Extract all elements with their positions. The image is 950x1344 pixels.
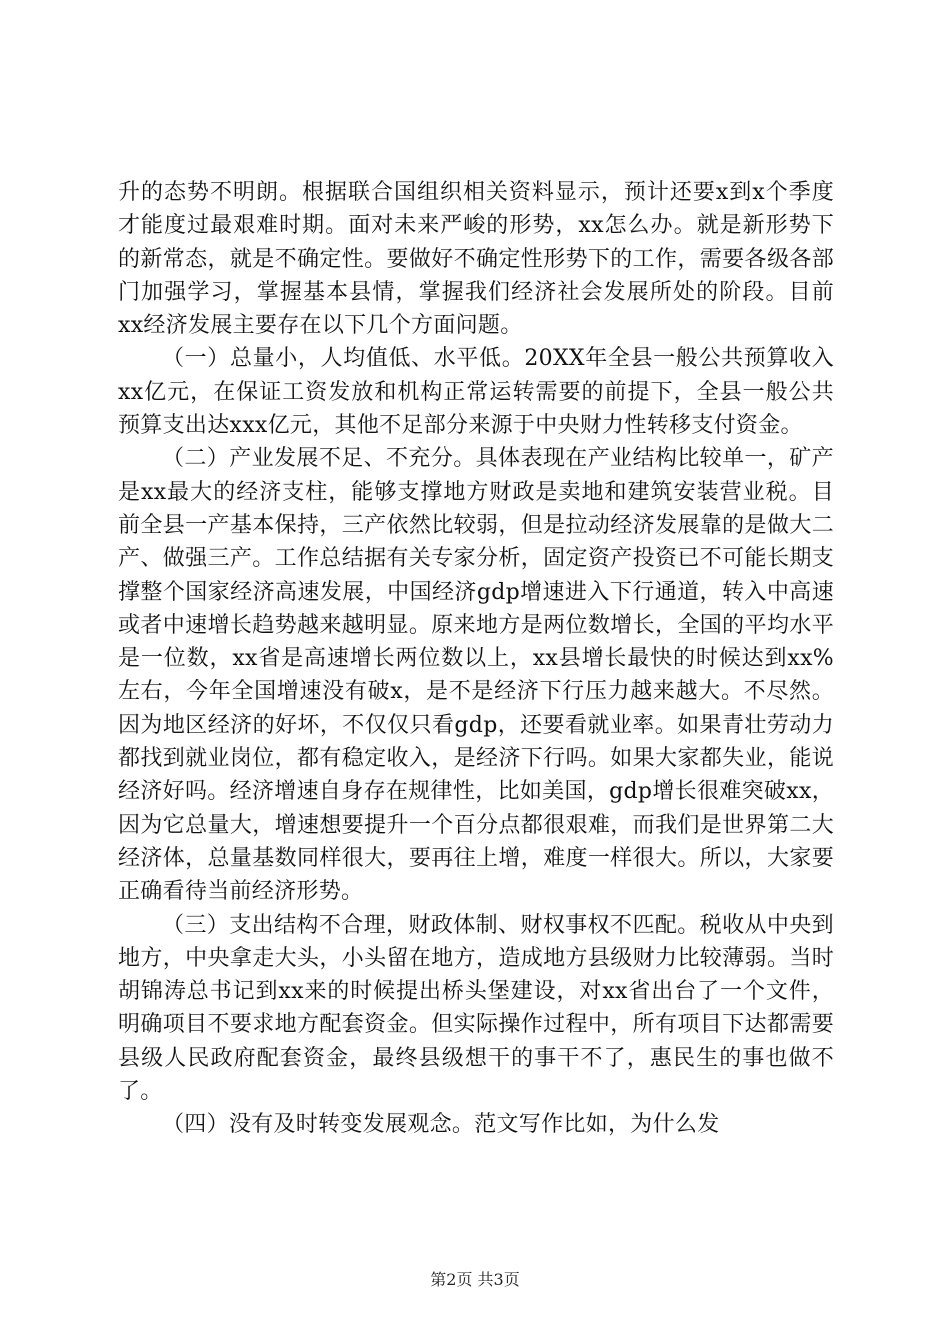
paragraph-continuation: 升的态势不明朗。根据联合国组织相关资料显示，预计还要x到x个季度才能度过最艰难时期。面对未来严峻的形势，xx怎么办。就是新形势下的新常态，就是不确定性。要做好不确定性形势下的工作，需要各级各部门加强学习，掌握基本县情，掌握我们经济社会发展所处的阶段。目前xx经济发展主要存在以下几个方面问题。 bbox=[118, 180, 834, 339]
page-number-footer: 第2页 共3页 bbox=[430, 1270, 520, 1289]
paragraph-section-3: （三）支出结构不合理，财政体制、财权事权不匹配。税收从中央到地方，中央拿走大头，小头留在地方，造成地方县级财力比较薄弱。当时胡锦涛总书记到xx来的时候提出桥头堡建设，对xx省出台了一个文件，明确项目不要求地方配套资金。但实际操作过程中，所有项目下达都需要县级人民政府配套资金，最终县级想干的事干不了，惠民生的事也做不了。 bbox=[118, 912, 834, 1105]
document-body bbox=[118, 176, 834, 1142]
paragraph-section-1: （一）总量小，人均值低、水平低。20XX年全县一般公共预算收入xx亿元，在保证工资发放和机构正常运转需要的前提下，全县一般公共预算支出达xxx亿元，其他不足部分来源于中央财力性转移支付资金。 bbox=[118, 346, 834, 439]
paragraph-section-2: （二）产业发展不足、不充分。具体表现在产业结构比较单一，矿产是xx最大的经济支柱，能够支撑地方财政是卖地和建筑安装营业税。目前全县一产基本保持，三产依然比较弱，但是拉动经济发展靠的是做大二产、做强三产。工作总结据有关专家分析，固定资产投资已不可能长期支撑整个国家经济高速发展，中国经济gdp增速进入下行通道，转入中高速或者中速增长趋势越来越明显。原来地方是两位数增长，全国的平均水平是一位数，xx省是高速增长两位数以上，xx县增长最快的时候达到xx%左右，今年全国增速没有破x，是不是经济下行压力越来越大。不尽然。因为地区经济的好坏，不仅仅只看gdp，还要看就业率。如果青壮劳动力都找到就业岗位，都有稳定收入，是经济下行吗。如果大家都失业，能说经济好吗。经济增速自身存在规律性，比如美国，gdp增长很难突破xx，因为它总量大，增速想要提升一个百分点都很艰难，而我们是世界第二大经济体，总量基数同样很大，要再往上增，难度一样很大。所以，大家要正确看待当前经济形势。 bbox=[118, 446, 834, 905]
paragraph-section-4: （四）没有及时转变发展观念。范文写作比如，为什么发 bbox=[162, 1112, 720, 1138]
